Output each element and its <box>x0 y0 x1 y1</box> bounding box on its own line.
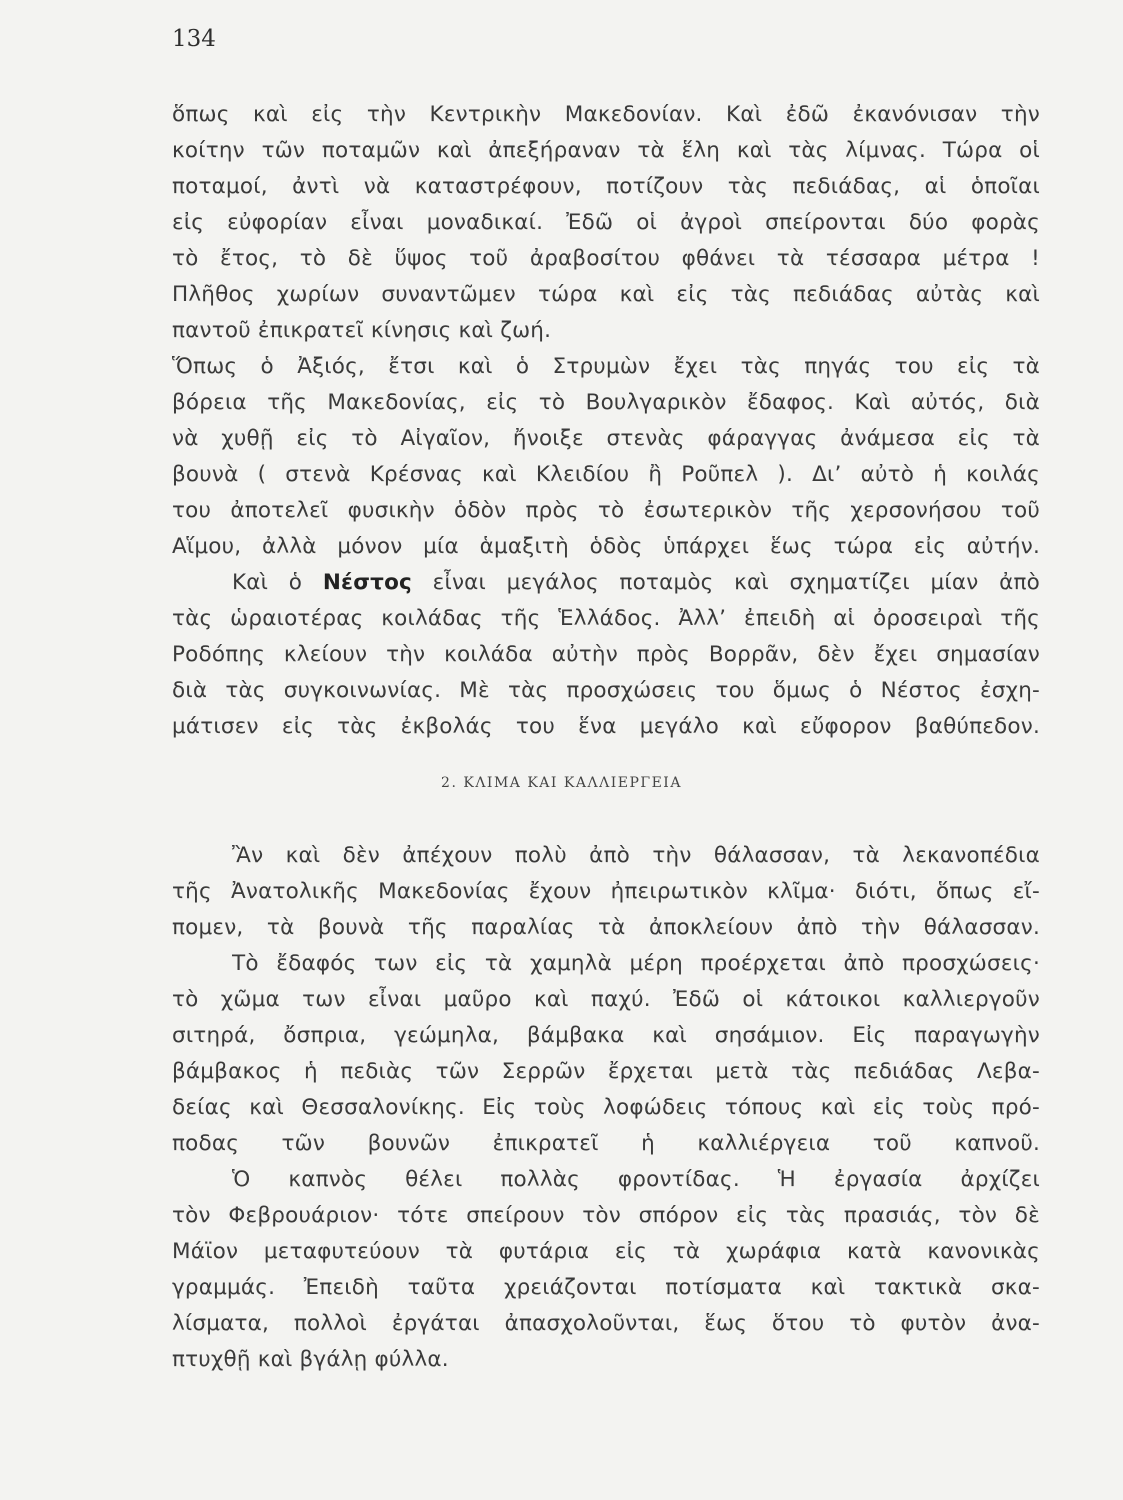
paragraph-1-line: ποταμοί, ἀντὶ νὰ καταστρέφουν, ποτίζουν τὰς πεδιάδας, αἱ ὁποῖαι <box>172 174 1040 199</box>
paragraph-1-line: κοίτην τῶν ποταμῶν καὶ ἀπεξήραναν τὰ ἕλη καὶ τὰς λίμνας. Τώρα οἱ <box>172 138 1040 163</box>
paragraph-4-line: πομεν, τὰ βουνὰ τῆς παραλίας τὰ ἀποκλείουν ἀπὸ τὴν θάλασσαν. <box>172 915 1040 940</box>
paragraph-2-line: βουνὰ ( στενὰ Κρέσνας καὶ Κλειδίου ἢ Ροῦπελ ). Δι’ αὐτὸ ἡ κοιλάς <box>172 462 1040 487</box>
paragraph-6-line: λίσματα, πολλοὶ ἐργάται ἀπασχολοῦνται, ἕως ὅτου τὸ φυτὸν ἀνα- <box>172 1311 1040 1336</box>
paragraph-5-line: τὸ χῶμα των εἶναι μαῦρο καὶ παχύ. Ἐδῶ οἱ κάτοικοι καλλιεργοῦν <box>172 987 1040 1012</box>
paragraph-1-line: ὅπως καὶ εἰς τὴν Κεντρικὴν Μακεδονίαν. Καὶ ἐδῶ ἐκανόνισαν τὴν <box>172 102 1040 127</box>
paragraph-3-prefix: Καὶ ὁ <box>232 570 303 595</box>
paragraph-1-line: τὸ ἔτος, τὸ δὲ ὕψος τοῦ ἀραβοσίτου φθάνει τὰ τέσσαρα μέτρα ! <box>172 246 1040 271</box>
paragraph-1-line: εἰς εὐφορίαν εἶναι μοναδικαί. Ἐδῶ οἱ ἀγροὶ σπείρονται δύο φορὰς <box>172 210 1040 235</box>
paragraph-3-line: μάτισεν εἰς τὰς ἐκβολάς του ἕνα μεγάλο καὶ εὔφορον βαθύπεδον. <box>172 714 1040 739</box>
paragraph-2-line: του ἀποτελεῖ φυσικὴν ὁδὸν πρὸς τὸ ἐσωτερικὸν τῆς χερσονήσου τοῦ <box>172 498 1040 523</box>
paragraph-6-line: Μάϊον μεταφυτεύουν τὰ φυτάρια εἰς τὰ χωράφια κατὰ κανονικὰς <box>172 1239 1040 1264</box>
paragraph-4-line: Ἂν καὶ δὲν ἀπέχουν πολὺ ἀπὸ τὴν θάλασσαν, τὰ λεκανοπέδια <box>232 843 1040 868</box>
nestos-bold-term: Νέστος <box>322 570 412 595</box>
paragraph-5-line: Τὸ ἔδαφός των εἰς τὰ χαμηλὰ μέρη προέρχεται ἀπὸ προσχώσεις· <box>232 951 1040 976</box>
section-heading: 2. ΚΛΙΜΑ ΚΑΙ ΚΑΛΛΙΕΡΓΕΙΑ <box>441 775 682 791</box>
paragraph-6-line: πτυχθῇ καὶ βγάλῃ φύλλα. <box>172 1347 449 1372</box>
paragraph-5-line: σιτηρά, ὄσπρια, γεώμηλα, βάμβακα καὶ σησάμιον. Εἰς παραγωγὴν <box>172 1023 1040 1048</box>
paragraph-5-line: ποδας τῶν βουνῶν ἐπικρατεῖ ἡ καλλιέργεια τοῦ καπνοῦ. <box>172 1131 1040 1156</box>
paragraph-6-line: Ὁ καπνὸς θέλει πολλὰς φροντίδας. Ἡ ἐργασία ἀρχίζει <box>232 1167 1040 1192</box>
paragraph-2-line: βόρεια τῆς Μακεδονίας, εἰς τὸ Βουλγαρικὸν ἔδαφος. Καὶ αὐτός, διὰ <box>172 390 1040 415</box>
paragraph-2-line: νὰ χυθῇ εἰς τὸ Αἰγαῖον, ἤνοιξε στενὰς φάραγγας ἀνάμεσα εἰς τὰ <box>172 426 1040 451</box>
paragraph-6-line: γραμμάς. Ἐπειδὴ ταῦτα χρειάζονται ποτίσματα καὶ τακτικὰ σκα- <box>172 1275 1040 1300</box>
paragraph-3-line: Ροδόπης κλείουν τὴν κοιλάδα αὐτὴν πρὸς Βορρᾶν, δὲν ἔχει σημασίαν <box>172 642 1040 667</box>
paragraph-1-line: Πλῆθος χωρίων συναντῶμεν τώρα καὶ εἰς τὰς πεδιάδας αὐτὰς καὶ <box>172 282 1040 307</box>
paragraph-5-line: δείας καὶ Θεσσαλονίκης. Εἰς τοὺς λοφώδεις τόπους καὶ εἰς τοὺς πρό- <box>172 1095 1040 1120</box>
paragraph-1-line: παντοῦ ἐπικρατεῖ κίνησις καὶ ζωή. <box>172 318 552 343</box>
paragraph-2-line: Αἵμου, ἀλλὰ μόνον μία ἁμαξιτὴ ὁδὸς ὑπάρχει ἕως τώρα εἰς αὐτήν. <box>172 534 1040 559</box>
paragraph-4-line: τῆς Ἀνατολικῆς Μακεδονίας ἔχουν ἠπειρωτικὸν κλῖμα· διότι, ὅπως εἴ- <box>172 879 1040 904</box>
paragraph-6-line: τὸν Φεβρουάριον· τότε σπείρουν τὸν σπόρον εἰς τὰς πρασιάς, τὸν δὲ <box>172 1203 1040 1228</box>
paragraph-2-line: Ὅπως ὁ Ἀξιός, ἔτσι καὶ ὁ Στρυμὼν ἔχει τὰς πηγάς του εἰς τὰ <box>172 354 1040 379</box>
paragraph-3-first-line <box>232 565 1040 601</box>
paragraph-5-line: βάμβακος ἡ πεδιὰς τῶν Σερρῶν ἔρχεται μετὰ τὰς πεδιάδας Λεβα- <box>172 1059 1040 1084</box>
paragraph-3-suffix: εἶναι μεγάλος ποταμὸς καὶ σχηματίζει μίαν ἀπὸ <box>432 570 1040 595</box>
paragraph-3-line: τὰς ὡραιοτέρας κοιλάδας τῆς Ἑλλάδος. Ἀλλ’ ἐπειδὴ αἱ ὀροσειραὶ τῆς <box>172 606 1040 631</box>
page-number: 134 <box>172 26 216 52</box>
paragraph-3-line: διὰ τὰς συγκοινωνίας. Μὲ τὰς προσχώσεις του ὅμως ὁ Νέστος ἐσχη- <box>172 678 1040 703</box>
